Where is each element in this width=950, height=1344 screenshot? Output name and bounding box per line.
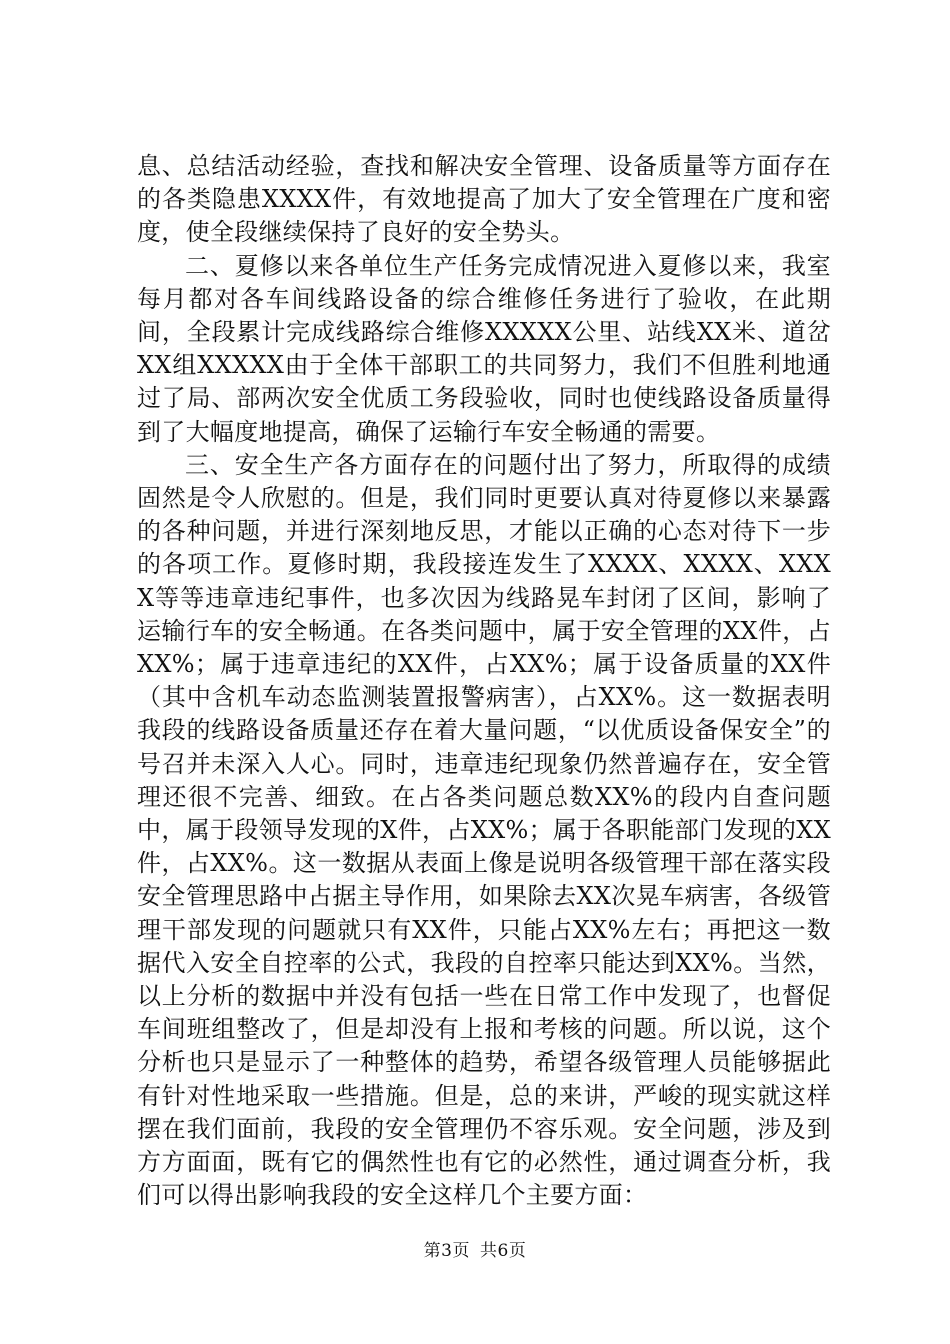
page-footer: [0, 1240, 950, 1262]
page-number: 第3页: [423, 1241, 470, 1261]
paragraph-section-two: 二、夏修以来各单位生产任务完成情况进入夏修以来，我室每月都对各车间线路设备的综合维修任务进行了验收，在此期间，全段累计完成线路综合维修XXXXX公里、站线XX米、道岔XX组XXXXX由于全体干部职工的共同努力，我们不但胜利地通过了局、部两次安全优质工务段验收，同时也使线路设备质量得到了大幅度地提高，确保了运输行车安全畅通的需要。: [137, 251, 831, 446]
paragraph-section-three: 三、安全生产各方面存在的问题付出了努力，所取得的成绩固然是令人欣慰的。但是，我们同时更要认真对待夏修以来暴露的各种问题，并进行深刻地反思，才能以正确的心态对待下一步的各项工作。夏修时期，我段接连发生了XXXX、XXXX、XXXX等等违章违纪事件，也多次因为线路晃车封闭了区间，影响了运输行车的安全畅通。在各类问题中，属于安全管理的XX件，占XX%；属于违章违纪的XX件，占XX%；属于设备质量的XX件（其中含机车动态监测装置报警病害），占XX%。这一数据表明我段的线路设备质量还存在着大量问题，“以优质设备保安全”的号召并未深入人心。同时，违章违纪现象仍然普遍存在，安全管理还很不完善、细致。在占各类问题总数XX%的段内自查问题中，属于段领导发现的X件，占XX%；属于各职能部门发现的XX件，占XX%。这一数据从表面上像是说明各级管理干部在落实段安全管理思路中占据主导作用，如果除去XX次晃车病害，各级管理干部发现的问题就只有XX件，只能占XX%左右；再把这一数据代入安全自控率的公式，我段的自控率只能达到XX%。当然，以上分析的数据中并没有包括一些在日常工作中发现了，也督促车间班组整改了，但是却没有上报和考核的问题。所以说，这个分析也只是显示了一种整体的趋势，希望各级管理人员能够据此有针对性地采取一些措施。但是，总的来讲，严峻的现实就这样摆在我们面前，我段的安全管理仍不容乐观。安全问题，涉及到方方面面，既有它的偶然性也有它的必然性，通过调查分析，我们可以得出影响我段的安全这样几个主要方面：: [137, 450, 831, 1210]
document-body: [137, 150, 831, 1213]
page-total: 共6页: [480, 1241, 527, 1261]
paragraph-continuation: 息、总结活动经验，查找和解决安全管理、设备质量等方面存在的各类隐患XXXX件，有效地提高了加大了安全管理在广度和密度，使全段继续保持了良好的安全势头。: [137, 152, 831, 247]
